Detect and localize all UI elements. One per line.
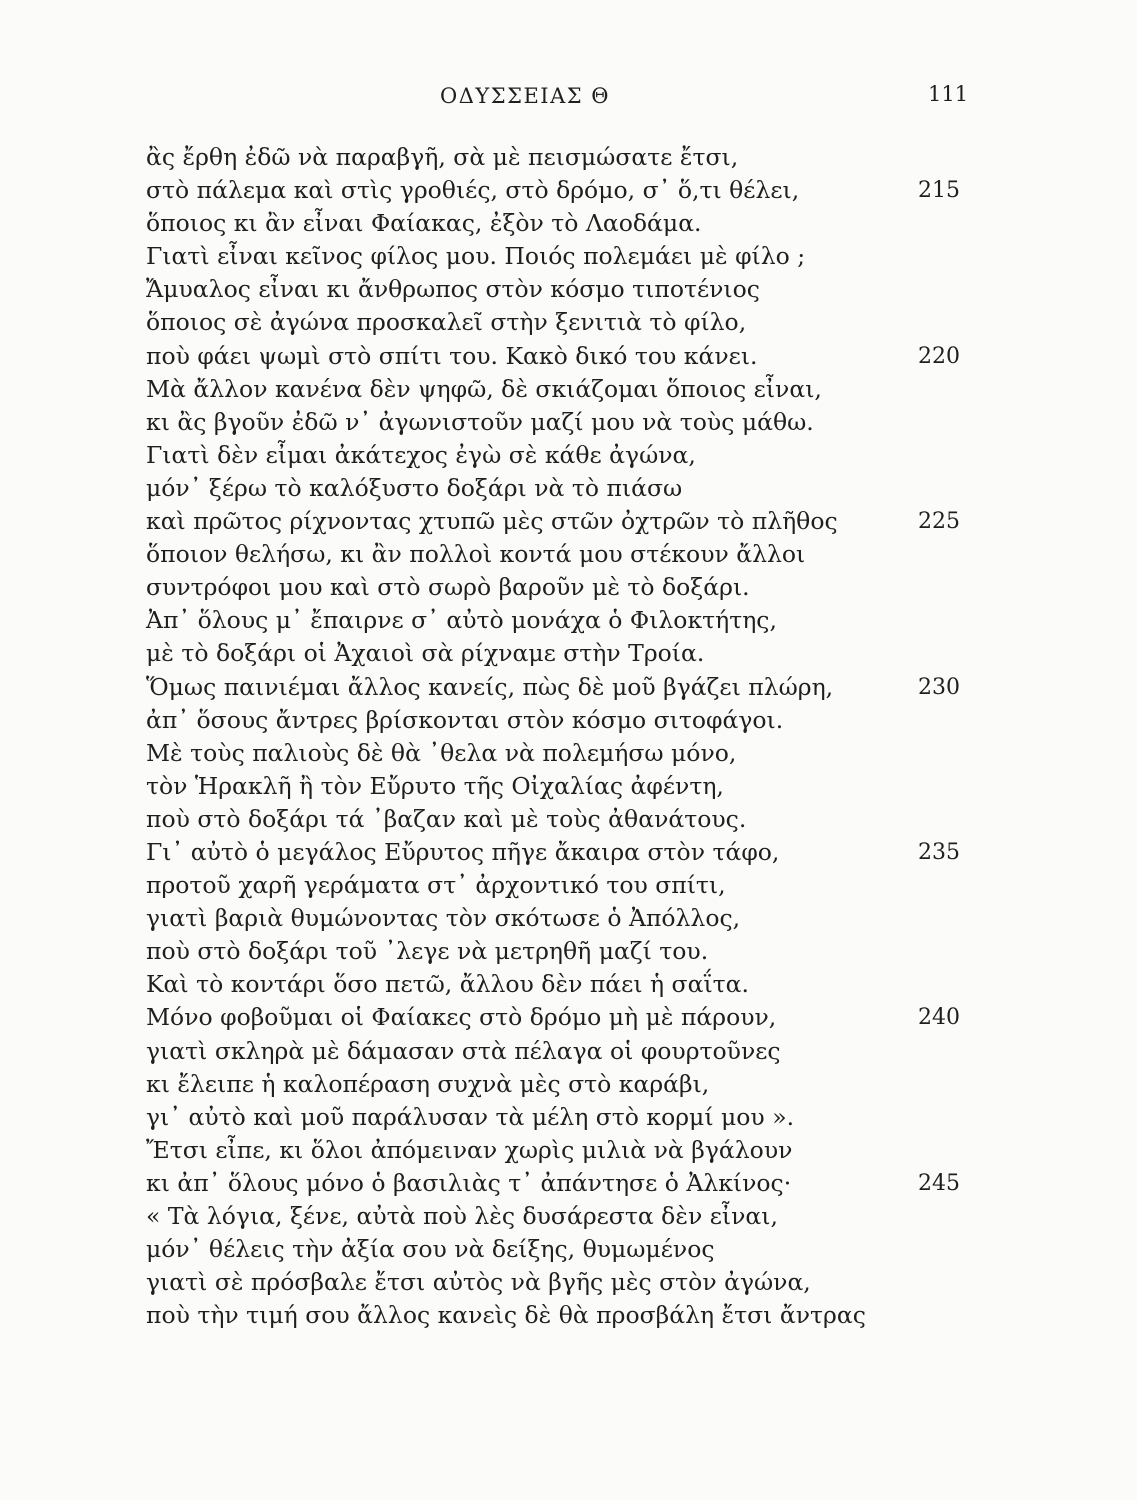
verse-text: ἂς ἔρθη ἐδῶ νὰ παραβγῆ, σὰ μὲ πεισμώσατε ἔτσι, bbox=[146, 143, 739, 171]
verse-text: ποὺ στὸ δοξάρι τοῦ ᾿λεγε νὰ μετρηθῆ μαζί του. bbox=[146, 937, 709, 966]
verse-block bbox=[0, 141, 1137, 1332]
verse-text: Καὶ τὸ κοντάρι ὅσο πετῶ, ἄλλου δὲν πάει ἡ σαΐτα. bbox=[146, 970, 750, 999]
verse-text: μόν᾿ ξέρω τὸ καλόξυστο δοξάρι νὰ τὸ πιάσω bbox=[146, 473, 683, 502]
verse-text: κι ἀπ᾿ ὅλους μόνο ὁ βασιλιὰς τ᾿ ἀπάντησε ὁ Ἀλκίνος· bbox=[146, 1168, 792, 1197]
verse-text: μόν᾿ θέλεις τὴν ἀξία σου νὰ δείξης, θυμωμένος bbox=[146, 1235, 715, 1264]
verse-text: Γι᾿ αὐτὸ ὁ μεγάλος Εὔρυτος πῆγε ἄκαιρα στὸν τάφο, bbox=[146, 837, 780, 866]
verse-line bbox=[0, 836, 1137, 869]
verse-text: Ἄμυαλος εἶναι κι ἄνθρωπος στὸν κόσμο τιποτένιος bbox=[146, 275, 760, 304]
verse-line bbox=[0, 637, 1137, 670]
verse-line bbox=[0, 406, 1137, 439]
verse-line bbox=[0, 671, 1137, 704]
verse-line bbox=[0, 704, 1137, 737]
verse-line bbox=[0, 1068, 1137, 1101]
line-number: 215 bbox=[918, 178, 960, 204]
line-number: 240 bbox=[918, 1005, 960, 1031]
running-title: ΟΔΥΣΣΕΙΑΣ Θ bbox=[440, 84, 610, 108]
verse-text: Ἀπ᾿ ὅλους μ᾿ ἔπαιρνε σ᾿ αὐτὸ μονάχα ὁ Φιλοκτήτης, bbox=[146, 606, 777, 635]
verse-text: ὅποιος κι ἂν εἶναι Φαίακας, ἐξὸν τὸ Λαοδάμα. bbox=[146, 209, 702, 238]
verse-line bbox=[0, 240, 1137, 273]
page-header bbox=[0, 80, 1137, 116]
verse-line bbox=[0, 571, 1137, 604]
line-number: 225 bbox=[918, 509, 960, 535]
verse-line bbox=[0, 1134, 1137, 1167]
verse-line bbox=[0, 902, 1137, 935]
verse-line bbox=[0, 538, 1137, 571]
verse-text: ποὺ στὸ δοξάρι τά ᾿βαζαν καὶ μὲ τοὺς ἀθανάτους. bbox=[146, 804, 747, 833]
verse-line bbox=[0, 737, 1137, 770]
verse-text: γι᾿ αὐτὸ καὶ μοῦ παράλυσαν τὰ μέλη στὸ κορμί μου ». bbox=[146, 1102, 795, 1131]
verse-text: ἀπ᾿ ὅσους ἄντρες βρίσκονται στὸν κόσμο σιτοφάγοι. bbox=[146, 705, 784, 734]
verse-text: συντρόφοι μου καὶ στὸ σωρὸ βαροῦν μὲ τὸ δοξάρι. bbox=[146, 573, 750, 602]
verse-text: Γιατὶ δὲν εἶμαι ἀκάτεχος ἐγὼ σὲ κάθε ἀγώνα, bbox=[146, 440, 696, 469]
verse-text: Μὲ τοὺς παλιοὺς δὲ θὰ ᾿θελα νὰ πολεμήσω μόνο, bbox=[146, 738, 737, 767]
verse-line bbox=[0, 174, 1137, 207]
verse-line bbox=[0, 340, 1137, 373]
verse-line bbox=[0, 373, 1137, 406]
verse-text: ὅποιον θελήσω, κι ἂν πολλοὶ κοντά μου στέκουν ἄλλοι bbox=[146, 540, 806, 569]
line-number: 235 bbox=[918, 839, 960, 865]
verse-line bbox=[0, 1200, 1137, 1233]
verse-line bbox=[0, 1167, 1137, 1200]
verse-text: στὸ πάλεμα καὶ στὶς γροθιές, στὸ δρόμο, σ᾿ ὅ,τι θέλει, bbox=[146, 176, 800, 205]
line-number: 220 bbox=[918, 343, 960, 369]
verse-line bbox=[0, 869, 1137, 902]
verse-line bbox=[0, 968, 1137, 1001]
verse-text: κι ἔλειπε ἡ καλοπέραση συχνὰ μὲς στὸ καράβι, bbox=[146, 1069, 710, 1098]
verse-line bbox=[0, 273, 1137, 306]
verse-line bbox=[0, 935, 1137, 968]
verse-line bbox=[0, 505, 1137, 538]
verse-line bbox=[0, 1266, 1137, 1299]
verse-text: ποὺ φάει ψωμὶ στὸ σπίτι του. Κακὸ δικό του κάνει. bbox=[146, 341, 758, 370]
verse-text: Γιατὶ εἶναι κεῖνος φίλος μου. Ποιός πολεμάει μὲ φίλο ; bbox=[146, 242, 806, 271]
page-number: 111 bbox=[928, 82, 969, 106]
verse-text: Μόνο φοβοῦμαι οἱ Φαίακες στὸ δρόμο μὴ μὲ πάρουν, bbox=[146, 1003, 777, 1032]
line-number: 245 bbox=[918, 1170, 960, 1196]
verse-text: γιατὶ σὲ πρόσβαλε ἔτσι αὐτὸς νὰ βγῆς μὲς στὸν ἀγώνα, bbox=[146, 1268, 811, 1297]
verse-line bbox=[0, 306, 1137, 339]
verse-line bbox=[0, 1299, 1137, 1332]
verse-line bbox=[0, 1233, 1137, 1266]
verse-line bbox=[0, 1001, 1137, 1034]
verse-text: γιατὶ σκληρὰ μὲ δάμασαν στὰ πέλαγα οἱ φουρτοῦνες bbox=[146, 1036, 781, 1065]
verse-text: Ἔτσι εἶπε, κι ὅλοι ἀπόμειναν χωρὶς μιλιὰ νὰ βγάλουν bbox=[146, 1135, 793, 1164]
verse-line bbox=[0, 439, 1137, 472]
verse-text: ὅποιος σὲ ἀγώνα προσκαλεῖ στὴν ξενιτιὰ τὸ φίλο, bbox=[146, 308, 747, 337]
verse-text: Μὰ ἄλλον κανένα δὲν ψηφῶ, δὲ σκιάζομαι ὅποιος εἶναι, bbox=[146, 374, 822, 403]
verse-line bbox=[0, 1035, 1137, 1068]
verse-text: ποὺ τὴν τιμή σου ἄλλος κανεὶς δὲ θὰ προσβάλη ἔτσι ἄντρας bbox=[146, 1301, 866, 1330]
verse-line bbox=[0, 770, 1137, 803]
verse-line bbox=[0, 803, 1137, 836]
verse-text: τὸν Ἡρακλῆ ἢ τὸν Εὔρυτο τῆς Οἰχαλίας ἀφέντη, bbox=[146, 771, 724, 800]
verse-text: κι ἂς βγοῦν ἐδῶ ν᾿ ἀγωνιστοῦν μαζί μου νὰ τοὺς μάθω. bbox=[146, 407, 814, 436]
verse-text: « Τὰ λόγια, ξένε, αὐτὰ ποὺ λὲς δυσάρεστα δὲν εἶναι, bbox=[146, 1202, 778, 1230]
verse-text: προτοῦ χαρῆ γεράματα στ᾿ ἀρχοντικό του σπίτι, bbox=[146, 871, 726, 900]
verse-text: καὶ πρῶτος ρίχνοντας χτυπῶ μὲς στῶν ὀχτρῶν τὸ πλῆθος bbox=[146, 507, 838, 536]
line-number: 230 bbox=[918, 674, 960, 700]
verse-line bbox=[0, 207, 1137, 240]
verse-line bbox=[0, 141, 1137, 174]
verse-line bbox=[0, 1101, 1137, 1134]
verse-line bbox=[0, 472, 1137, 505]
verse-text: Ὅμως παινιέμαι ἄλλος κανείς, πὼς δὲ μοῦ βγάζει πλώρη, bbox=[146, 672, 834, 701]
verse-text: γιατὶ βαριὰ θυμώνοντας τὸν σκότωσε ὁ Ἀπόλλος, bbox=[146, 904, 741, 933]
verse-line bbox=[0, 604, 1137, 637]
verse-text: μὲ τὸ δοξάρι οἱ Ἀχαιοὶ σὰ ρίχναμε στὴν Τροία. bbox=[146, 639, 705, 668]
